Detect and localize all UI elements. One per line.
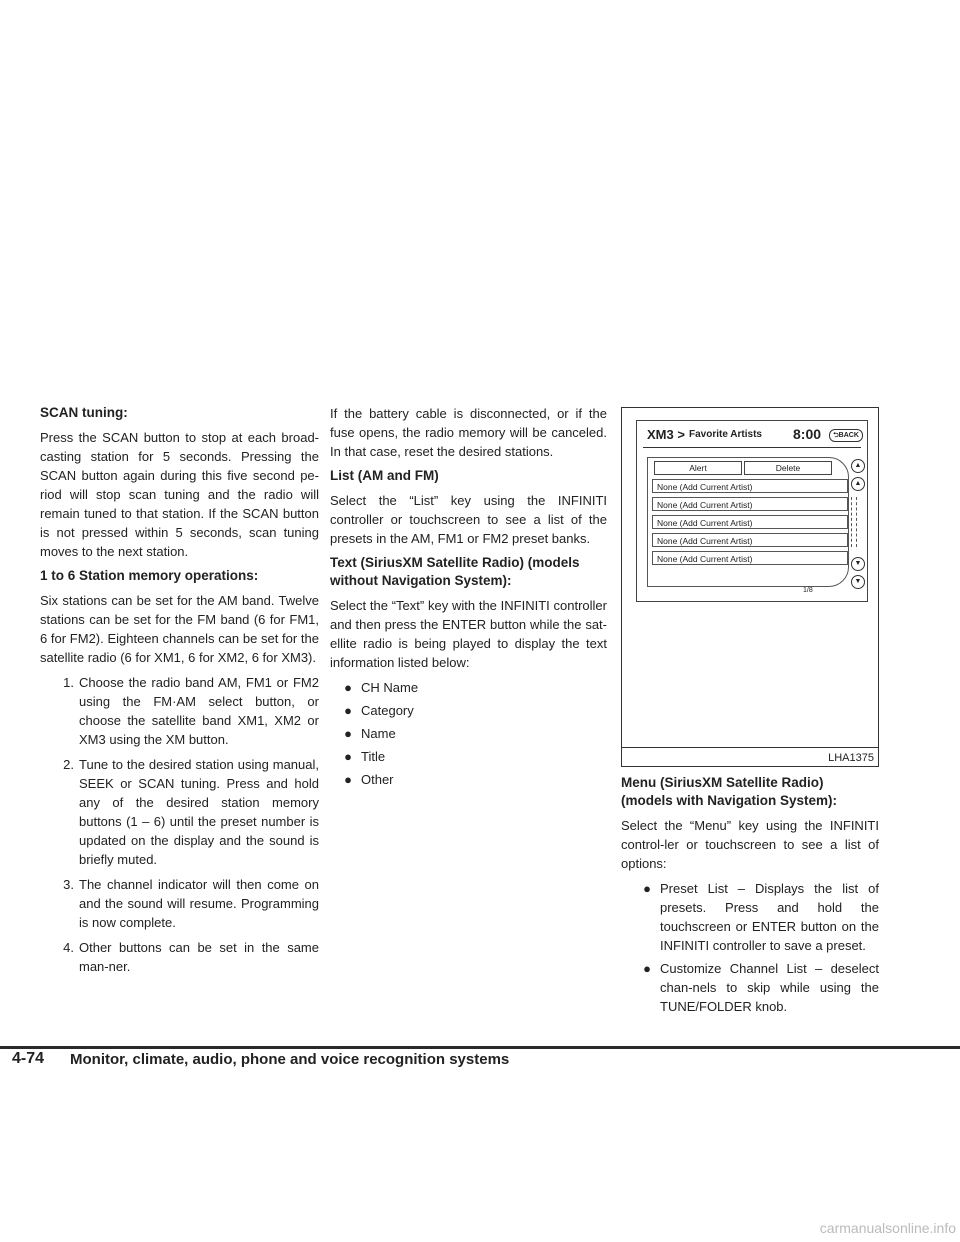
artist-row: None (Add Current Artist) [652, 515, 848, 529]
text-siriusxm-paragraph: Select the “Text” key with the INFINITI controller and then press the ENTER button while the sat-ellite radio is being played to display the text information listed below: [330, 598, 607, 670]
memory-step: 2. Tune to the desired station using manual, SEEK or SCAN tuning. Press and hold any of the desired station memory buttons (1 – 6) until the preset number is updated on the display and the sound is briefly muted. [63, 757, 319, 867]
scroll-top-icon: ▲ [851, 459, 865, 473]
figure-code: LHA1375 [828, 752, 874, 764]
bullet-icon: ● [344, 726, 352, 741]
display-screen-illustration [636, 420, 868, 602]
menu-siriusxm-heading: Menu (SiriusXM Satellite Radio) (models with Navigation System): [621, 775, 838, 808]
text-info-list [330, 678, 607, 789]
list-item: ● Category [330, 701, 607, 720]
artist-row: None (Add Current Artist) [652, 497, 848, 511]
clock-display: 8:00 [793, 426, 822, 442]
middle-column [330, 404, 607, 793]
memory-step: 3. The channel indicator will then come on and the sound will resume. Programming is now complete. [63, 877, 319, 930]
footer-rule [0, 1046, 960, 1049]
favorite-artists-figure [621, 407, 879, 767]
scroll-bottom-icon: ▼ [851, 575, 865, 589]
list-item: ● Name [330, 724, 607, 743]
chapter-title: Monitor, climate, audio, phone and voice recognition systems [70, 1051, 510, 1068]
menu-options-list [621, 879, 879, 1016]
back-button: ⮌BACK [829, 429, 863, 442]
watermark: carmanualsonline.info [819, 1220, 956, 1236]
alert-button: Alert [654, 461, 742, 475]
scroll-down-icon: ▼ [851, 557, 865, 571]
bullet-icon: ● [344, 772, 352, 787]
list-am-fm-heading: List (AM and FM) [330, 468, 439, 483]
battery-paragraph: If the battery cable is disconnected, or if the fuse opens, the radio memory will be canceled. In that case, reset the desired stations. [330, 406, 607, 459]
left-column [40, 404, 319, 982]
scan-tuning-heading: SCAN tuning: [40, 405, 128, 420]
artist-list-panel [647, 457, 849, 587]
page-indicator: 1/8 [803, 587, 813, 594]
list-am-fm-paragraph: Select the “List” key using the INFINITI controller or touchscreen to see a list of the presets in the AM, FM1 or FM2 preset banks. [330, 493, 607, 546]
bullet-icon: ● [344, 703, 352, 718]
action-button-row [652, 461, 842, 475]
scroll-up-icon: ▲ [851, 477, 865, 491]
band-label: XM3 > [647, 427, 685, 442]
bullet-icon: ● [643, 881, 651, 896]
bullet-icon: ● [643, 961, 651, 976]
memory-steps-list [40, 673, 319, 976]
memory-operations-paragraph: Six stations can be set for the AM band. Twelve stations can be set for the FM band (6 for FM1, 6 for FM2). Eighteen channels can be set for the satellite radio (6 for XM1, 6 for XM2, 6 for XM3). [40, 593, 319, 665]
list-item: ● Preset List – Displays the list of presets. Press and hold the touchscreen or ENTER button on the INFINITI controller to save a preset. [621, 879, 879, 955]
bullet-icon: ● [344, 680, 352, 695]
list-item: ● Customize Channel List – deselect chan-nels to skip while using the TUNE/FOLDER knob. [621, 959, 879, 1016]
list-item: ● Title [330, 747, 607, 766]
scan-tuning-paragraph: Press the SCAN button to stop at each broad-casting station for 5 seconds. Pressing the SCAN button again during this five second pe-riod will stop scan tuning and the radio will remain tuned to that station. If the SCAN button is not pressed within 5 seconds, scan tuning moves to the next station. [40, 430, 319, 559]
right-column [621, 774, 879, 1020]
artist-row: None (Add Current Artist) [652, 551, 848, 565]
memory-step: 4. Other buttons can be set in the same man-ner. [63, 940, 319, 974]
bullet-icon: ● [344, 749, 352, 764]
figure-caption-divider [622, 747, 878, 748]
page-footer [0, 1050, 960, 1070]
delete-button: Delete [744, 461, 832, 475]
list-item: ● Other [330, 770, 607, 789]
memory-operations-heading: 1 to 6 Station memory operations: [40, 568, 259, 583]
page-number: 4-74 [12, 1050, 45, 1067]
artist-row: None (Add Current Artist) [652, 533, 848, 547]
header-divider [643, 447, 861, 448]
list-item: ● CH Name [330, 678, 607, 697]
artist-row: None (Add Current Artist) [652, 479, 848, 493]
screen-header [643, 427, 861, 443]
scrollbar-track [851, 497, 857, 547]
menu-siriusxm-paragraph: Select the “Menu” key using the INFINITI control-ler or touchscreen to see a list of options: [621, 818, 879, 871]
screen-title: Favorite Artists [689, 429, 762, 440]
text-siriusxm-heading: Text (SiriusXM Satellite Radio) (models without Navigation System): [330, 555, 580, 588]
memory-step: 1. Choose the radio band AM, FM1 or FM2 using the FM·AM select button, or choose the satellite band XM1, XM2 or XM3 using the XM button. [63, 675, 319, 747]
